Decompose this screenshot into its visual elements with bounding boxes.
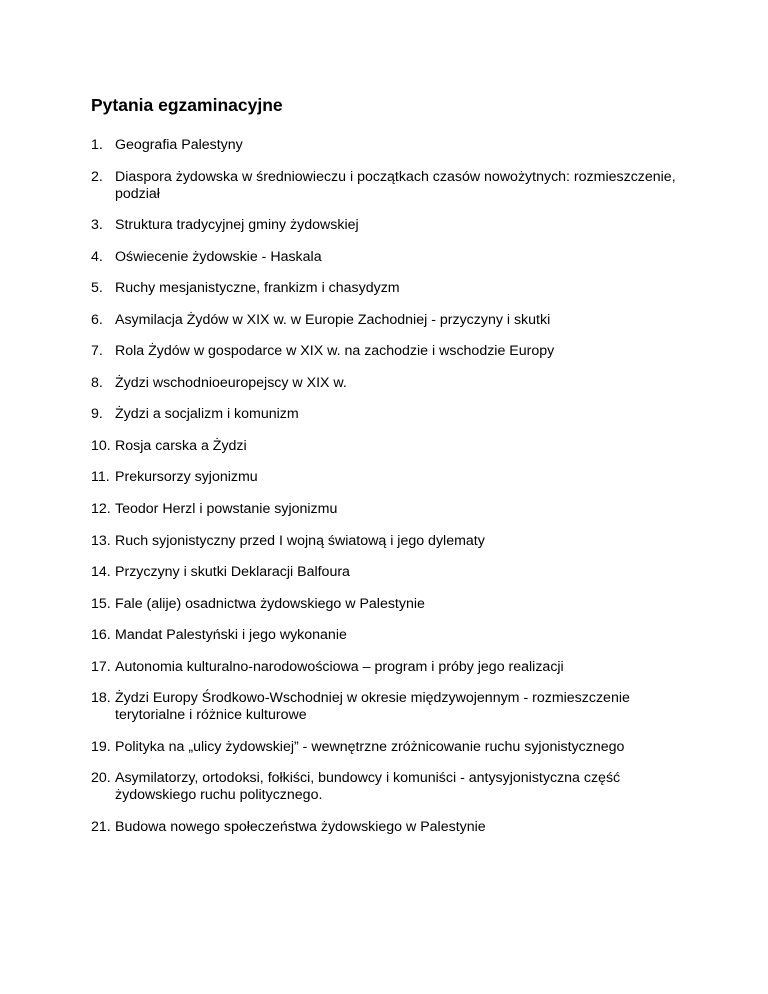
list-item-text: Mandat Palestyński i jego wykonanie [115,627,347,644]
list-item-number: 11. [91,469,110,486]
list-item-number: 21. [91,818,111,835]
list-item-number: 8. [91,374,103,391]
list-item-text: Diaspora żydowska w średniowieczu i początkach czasów nowożytnych: rozmieszczenie, podział [115,168,676,202]
list-item [91,627,691,644]
question-list [91,137,691,850]
list-item [91,501,691,518]
list-item-number: 10. [91,437,111,454]
list-item [91,280,691,297]
list-item-number: 9. [91,406,103,423]
list-item-text: Przyczyny i skutki Deklaracji Balfoura [115,564,350,581]
list-item-text: Oświecenie żydowskie - Haskala [115,248,322,265]
list-item-number: 12. [91,501,111,518]
list-item-text: Żydzi Europy Środkowo-Wschodniej w okresie międzywojennym - rozmieszczenie terytorialne i różnice kulturowe [115,690,630,724]
list-item-number: 20. [91,770,111,787]
list-item-text: Fale (alije) osadnictwa żydowskiego w Palestynie [115,595,425,612]
page-title: Pytania egzaminacyjne [91,95,283,115]
list-item [91,312,691,329]
list-item-text: Budowa nowego społeczeństwa żydowskiego w Palestynie [115,818,486,835]
list-item [91,739,691,756]
list-item-text: Ruchy mesjanistyczne, frankizm i chasydyzm [115,280,400,297]
list-item-number: 5. [91,280,103,297]
list-item-text: Ruch syjonistyczny przed I wojną światową i jego dylematy [115,532,485,549]
list-item-number: 16. [91,627,111,644]
list-item [91,217,691,234]
list-item-number: 15. [91,595,111,612]
list-item-number: 4. [91,248,103,265]
list-item-number: 17. [91,658,111,675]
list-item [91,406,691,423]
list-item-number: 1. [91,137,103,153]
list-item-text: Geografia Palestyny [115,137,243,153]
list-item [91,596,691,613]
list-item [91,169,691,203]
list-item-number: 13. [91,532,111,549]
list-item [91,137,691,154]
list-item-text: Asymilatorzy, ortodoksi, fołkiści, bundowcy i komuniści - antysyjonistyczna część żydowskiego ruchu politycznego. [115,770,621,804]
list-item-text: Struktura tradycyjnej gminy żydowskiej [115,217,359,234]
list-item [91,690,691,724]
list-item [91,469,691,486]
list-item-text: Rosja carska a Żydzi [115,437,247,454]
list-item [91,533,691,550]
list-item-text: Teodor Herzl i powstanie syjonizmu [115,501,338,518]
list-item-number: 3. [91,217,103,234]
list-item-text: Żydzi wschodnioeuropejscy w XIX w. [115,374,347,391]
list-item [91,249,691,266]
list-item-number: 2. [91,168,103,185]
list-item-text: Autonomia kulturalno-narodowościowa – program i próby jego realizacji [115,658,564,675]
list-item-text: Prekursorzy syjonizmu [115,469,258,486]
list-item-number: 19. [91,738,111,755]
list-item-text: Asymilacja Żydów w XIX w. w Europie Zachodniej - przyczyny i skutki [115,311,551,328]
list-item [91,438,691,455]
list-item [91,819,691,836]
list-item [91,375,691,392]
list-item-number: 6. [91,311,103,328]
list-item-number: 7. [91,343,103,360]
list-item-text: Polityka na „ulicy żydowskiej” - wewnętrzne zróżnicowanie ruchu syjonistycznego [115,738,625,755]
list-item-number: 18. [91,690,111,707]
list-item-text: Rola Żydów w gospodarce w XIX w. na zachodzie i wschodzie Europy [115,343,555,360]
list-item-number: 14. [91,564,111,581]
list-item [91,770,691,804]
list-item [91,659,691,676]
list-item [91,564,691,581]
list-item [91,343,691,360]
list-item-text: Żydzi a socjalizm i komunizm [115,406,299,423]
